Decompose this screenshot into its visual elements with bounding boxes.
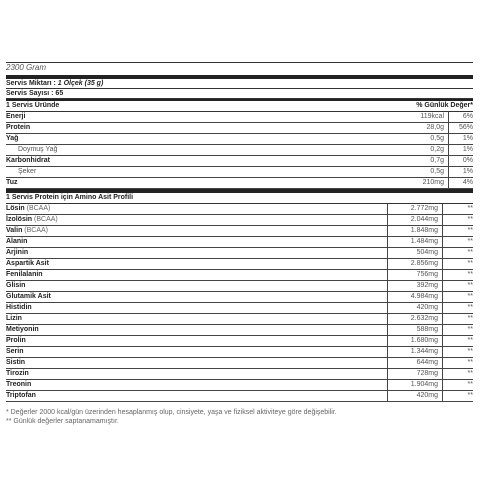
- row-name-text: Şeker: [18, 168, 37, 175]
- table-row: [6, 391, 473, 402]
- row-amount: 392mg: [387, 281, 442, 291]
- row-percent: 4%: [448, 178, 473, 188]
- row-name: [6, 112, 386, 122]
- table-row: [6, 259, 473, 270]
- row-name: [6, 391, 387, 401]
- row-percent: **: [442, 358, 473, 368]
- row-name: [6, 270, 387, 280]
- row-name-text: Aspartik Asit: [6, 260, 49, 267]
- row-percent: 56%: [448, 123, 473, 133]
- row-amount: 588mg: [387, 325, 442, 335]
- row-name: [6, 123, 386, 133]
- row-percent: **: [442, 237, 473, 247]
- row-amount: 0,5g: [430, 135, 444, 142]
- table-row: [6, 369, 473, 380]
- row-name: [6, 215, 387, 225]
- row-percent: **: [442, 369, 473, 379]
- table-row: [6, 325, 473, 336]
- nutrition-label: [6, 62, 473, 426]
- row-name-text: Treonin: [6, 381, 32, 388]
- table-row: [6, 336, 473, 347]
- row-name-text: Fenilalanin: [6, 271, 43, 278]
- row-name: [6, 325, 387, 335]
- row-name-text: Prolin: [6, 337, 26, 344]
- row-name-text: Doymuş Yağ: [18, 146, 58, 153]
- row-amount: 1.680mg: [387, 336, 442, 346]
- row-name: [6, 303, 387, 313]
- table-row: [6, 204, 473, 215]
- row-name: [6, 226, 387, 236]
- row-name-text: Valin: [6, 227, 23, 234]
- row-amount: 1.848mg: [387, 226, 442, 236]
- row-amount: 1.904mg: [387, 380, 442, 390]
- row-amount: 210mg: [422, 179, 444, 186]
- row-percent: **: [442, 347, 473, 357]
- product-weight: 2300 Gram: [6, 63, 47, 72]
- row-percent: **: [442, 391, 473, 401]
- table-row: [6, 156, 473, 167]
- row-amount: 2.044mg: [387, 215, 442, 225]
- table-row: [6, 237, 473, 248]
- row-percent: **: [442, 336, 473, 346]
- row-percent: **: [442, 325, 473, 335]
- table-row: [6, 358, 473, 369]
- footnote: * Değerler 2000 kcal/gün üzerinden hesaplanmış olup, cinsiyete, yaşa ve fiziksel aktiviteye göre değişebilir.: [6, 409, 337, 416]
- row-percent: **: [442, 215, 473, 225]
- row-name-text: Karbonhidrat: [6, 157, 50, 164]
- row-amount: 4.984mg: [387, 292, 442, 302]
- row-name: [6, 358, 387, 368]
- row-name-sub: (BCAA): [32, 216, 58, 223]
- table-row: [6, 292, 473, 303]
- row-percent: **: [442, 248, 473, 258]
- row-name: [6, 314, 387, 324]
- table-row: [6, 167, 473, 178]
- table-row: [6, 178, 473, 189]
- row-amount: 2.772mg: [387, 204, 442, 214]
- row-name-text: Arjinin: [6, 249, 29, 256]
- row-percent: 1%: [448, 167, 473, 177]
- row-percent: 1%: [448, 145, 473, 155]
- row-amount: 504mg: [387, 248, 442, 258]
- row-name-text: Glisin: [6, 282, 26, 289]
- row-name: [6, 156, 386, 166]
- row-name: [6, 248, 387, 258]
- row-name-text: Histidin: [6, 304, 32, 311]
- row-amount: 1.484mg: [387, 237, 442, 247]
- table-row: [6, 123, 473, 134]
- amino-header: 1 Servis Protein için Amino Asit Profili: [6, 193, 473, 204]
- row-percent: **: [442, 292, 473, 302]
- serving-size: [6, 79, 473, 89]
- row-name: [6, 380, 387, 390]
- row-amount: 0,7g: [430, 157, 444, 164]
- row-name: [6, 134, 386, 144]
- row-percent: 6%: [448, 112, 473, 122]
- row-amount: 2.632mg: [387, 314, 442, 324]
- row-amount: 420mg: [387, 303, 442, 313]
- row-name: [6, 259, 387, 269]
- row-percent: **: [442, 281, 473, 291]
- footnotes: [6, 408, 473, 426]
- table-row: [6, 380, 473, 391]
- row-name: [6, 369, 387, 379]
- table-row: [6, 248, 473, 259]
- serving-size-value: 1 Ölçek (35 g): [57, 80, 104, 87]
- row-amount: 728mg: [387, 369, 442, 379]
- row-name-text: Tuz: [6, 179, 18, 186]
- row-amount: 2.856mg: [387, 259, 442, 269]
- serving-size-label: Servis Miktarı :: [6, 80, 56, 87]
- row-name: [6, 292, 387, 302]
- nutrition-header-left: 1 Servis Üründe: [6, 102, 60, 109]
- table-row: [6, 314, 473, 325]
- row-name: [6, 178, 386, 188]
- row-percent: **: [442, 314, 473, 324]
- nutrition-header: [6, 99, 473, 112]
- row-amount: 0,5g: [430, 168, 444, 175]
- row-name: [6, 167, 386, 177]
- table-row: [6, 281, 473, 292]
- table-row: [6, 226, 473, 237]
- row-amount: 0,2g: [430, 146, 444, 153]
- table-row: [6, 270, 473, 281]
- row-amount: 1.344mg: [387, 347, 442, 357]
- row-percent: **: [442, 204, 473, 214]
- row-percent: 1%: [448, 134, 473, 144]
- row-amount: 119kcal: [420, 113, 444, 120]
- row-name-sub: (BCAA): [24, 205, 51, 212]
- row-name: [6, 336, 387, 346]
- row-name-text: Sistin: [6, 359, 26, 366]
- row-name: [6, 281, 387, 291]
- row-name-text: Lizin: [6, 315, 22, 322]
- amino-table: [6, 204, 473, 402]
- row-percent: **: [442, 259, 473, 269]
- serving-count: Servis Sayısı : 65: [6, 89, 473, 99]
- footnote: ** Günlük değerler saptanamamıştır.: [6, 418, 119, 425]
- row-name-text: Protein: [6, 124, 31, 131]
- nutrition-header-right: % Günlük Değer*: [416, 102, 473, 109]
- row-name-text: Serin: [6, 348, 24, 355]
- row-percent: **: [442, 380, 473, 390]
- row-name: [6, 237, 387, 247]
- row-name-text: Lösin: [6, 205, 25, 212]
- row-name: [6, 145, 386, 155]
- row-amount: 756mg: [387, 270, 442, 280]
- row-name-text: Glutamik Asit: [6, 293, 51, 300]
- row-name-text: Alanin: [6, 238, 28, 245]
- row-name-text: İzolösin: [6, 216, 33, 223]
- row-name-text: Tirozin: [6, 370, 29, 377]
- nutrition-table: [6, 112, 473, 189]
- row-amount: 28,0g: [426, 124, 444, 131]
- table-row: [6, 134, 473, 145]
- row-percent: **: [442, 270, 473, 280]
- row-name-text: Triptofan: [6, 392, 36, 399]
- table-row: [6, 347, 473, 358]
- row-percent: **: [442, 226, 473, 236]
- row-percent: 0%: [448, 156, 473, 166]
- row-name-text: Enerji: [6, 113, 26, 120]
- row-amount: 420mg: [387, 391, 442, 401]
- row-percent: **: [442, 303, 473, 313]
- row-amount: 644mg: [387, 358, 442, 368]
- row-name-text: Metiyonin: [6, 326, 39, 333]
- table-row: [6, 145, 473, 156]
- row-name-text: Yağ: [6, 135, 19, 142]
- row-name: [6, 204, 387, 214]
- row-name-sub: (BCAA): [22, 227, 49, 234]
- row-name: [6, 347, 387, 357]
- table-row: [6, 112, 473, 123]
- table-row: [6, 303, 473, 314]
- table-row: [6, 215, 473, 226]
